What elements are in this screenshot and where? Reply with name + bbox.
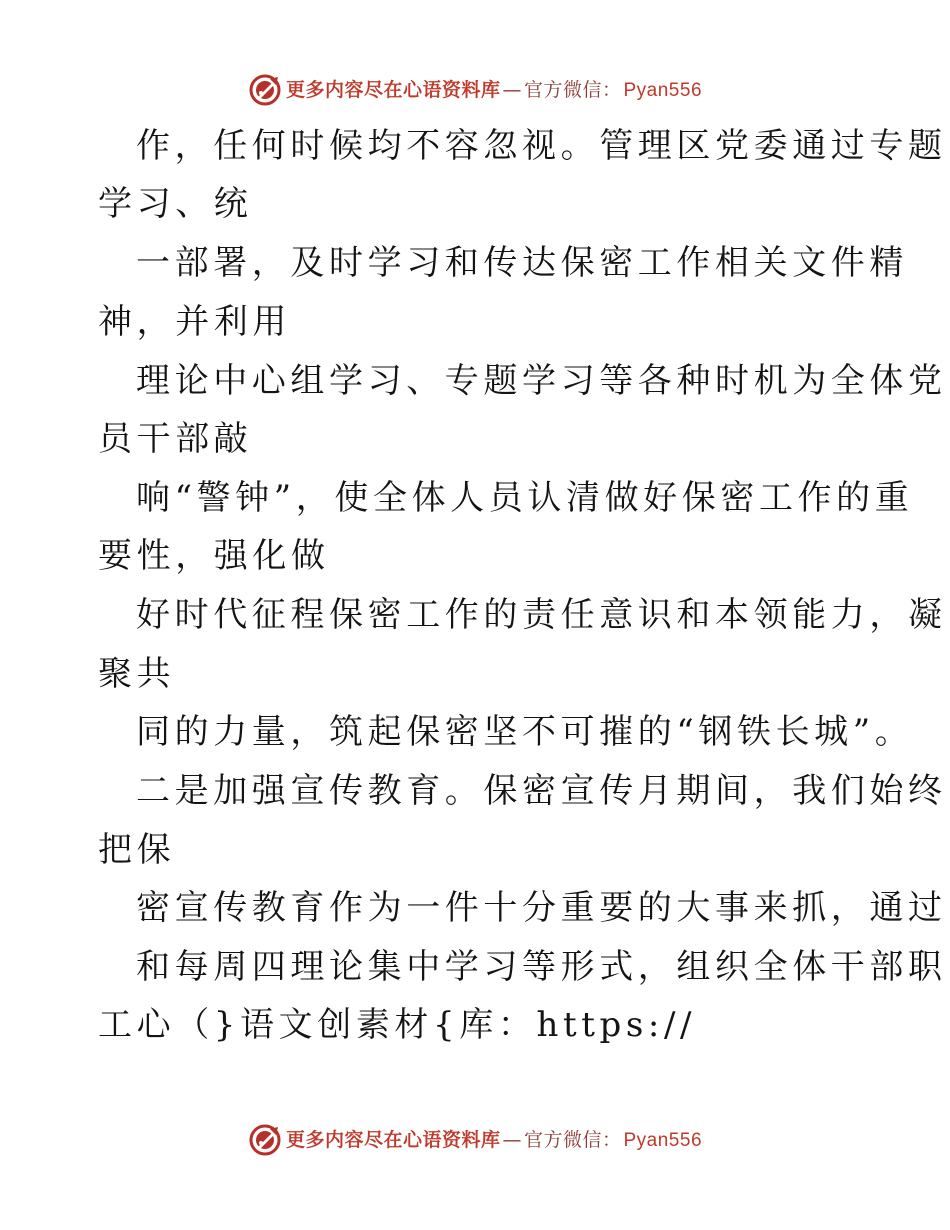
- text-line: 和每周四理论集中学习等形式，组织全体干部职: [136, 947, 947, 987]
- text-line: 工心（}语文创素材{库：https://: [98, 1005, 697, 1045]
- text-line: 把保: [98, 830, 176, 870]
- text-line: 员干部敲: [98, 419, 253, 459]
- text-line: 理论中心组学习、专题学习等各种时机为全体党: [136, 361, 947, 401]
- text-line: 好时代征程保密工作的责任意识和本领能力，凝: [136, 595, 947, 635]
- footer-banner: [0, 1120, 950, 1160]
- text-line: 作，任何时候均不容忽视。管理区党委通过专题: [136, 126, 947, 166]
- banner-dash: —: [502, 78, 522, 101]
- text-line: 聚共: [98, 654, 176, 694]
- text-line: 神，并利用: [98, 302, 291, 342]
- banner-title: 更多内容尽在心语资料库: [285, 1128, 501, 1151]
- text-line: 响“警钟”，使全体人员认清做好保密工作的重: [136, 478, 914, 518]
- banner-wechat-id: Pyan556: [623, 1129, 703, 1151]
- banner-title: 更多内容尽在心语资料库: [285, 78, 501, 101]
- quill-seal-logo-icon: [248, 73, 282, 107]
- text-line: 同的力量，筑起保密坚不可摧的“钢铁长城”。: [136, 712, 914, 752]
- banner-wechat-id: Pyan556: [623, 79, 703, 101]
- text-line: 学习、统: [98, 184, 253, 224]
- text-line: 一部署，及时学习和传达保密工作相关文件精: [136, 243, 908, 283]
- text-line: 密宣传教育作为一件十分重要的大事来抓，通过: [136, 888, 947, 928]
- text-line: 二是加强宣传教育。保密宣传月期间，我们始终: [136, 771, 947, 811]
- banner-wechat-label: 官方微信：: [523, 78, 622, 101]
- text-line: 要性，强化做: [98, 536, 330, 576]
- banner-wechat-label: 官方微信：: [523, 1128, 622, 1151]
- header-banner: [0, 70, 950, 110]
- banner-dash: —: [502, 1128, 522, 1151]
- quill-seal-logo-icon: [248, 1123, 282, 1157]
